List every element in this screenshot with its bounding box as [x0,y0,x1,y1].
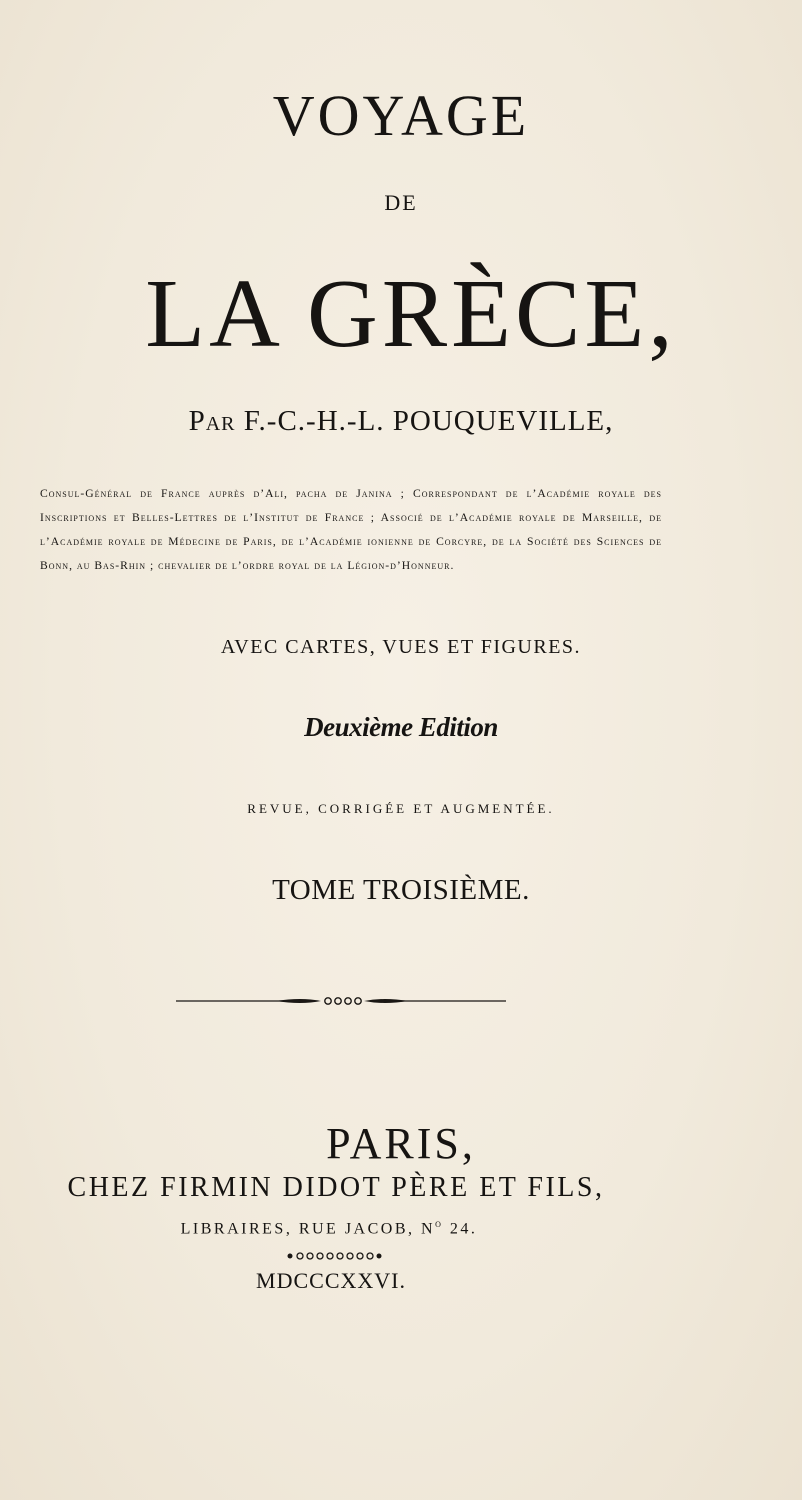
imprint-year: MDCCCXXVI. [256,1268,406,1293]
imprint-city: PARIS, [326,1119,476,1168]
title-voyage: VOYAGE [272,83,530,148]
imprint-publisher: CHEZ FIRMIN DIDOT PÈRE ET FILS, [67,1172,605,1203]
imprint-address-text: LIBRAIRES, RUE JACOB, N [180,1220,436,1238]
imprint-address [0,1218,730,1238]
illustrations-note: AVEC CARTES, VUES ET FIGURES. [220,636,582,658]
author-credentials: Consul-Général de France auprès d’Ali, pacha de Janina ; Correspondant de l’Académie royale des Inscriptions et Belles-Lettres de l’Institut de France ; Associé de l’Académie royale de Marseille, de l’Académie royale de Médecine de Paris, de l’Académie ionienne de Corcyre, de la Société des Sciences de Bonn, au Bas-Rhin ; chevalier de l’ordre royal de la Légion-d’Honneur. [40,487,662,572]
volume-line: TOME TROISIÈME. [272,874,530,906]
edition-line: Deuxième Edition [304,712,498,742]
imprint-address-sup: o [435,1218,444,1230]
title-de: DE [384,190,418,215]
ornamental-rule-icon [176,993,506,1009]
author-line: Par F.-C.-H.-L. POUQUEVILLE, [188,405,614,437]
title-grece: LA GRÈCE, [145,260,677,368]
revision-note: REVUE, CORRIGÉE ET AUGMENTÉE. [247,801,555,816]
imprint-address-number: 24. [443,1220,478,1238]
small-ornament-icon [284,1250,384,1262]
